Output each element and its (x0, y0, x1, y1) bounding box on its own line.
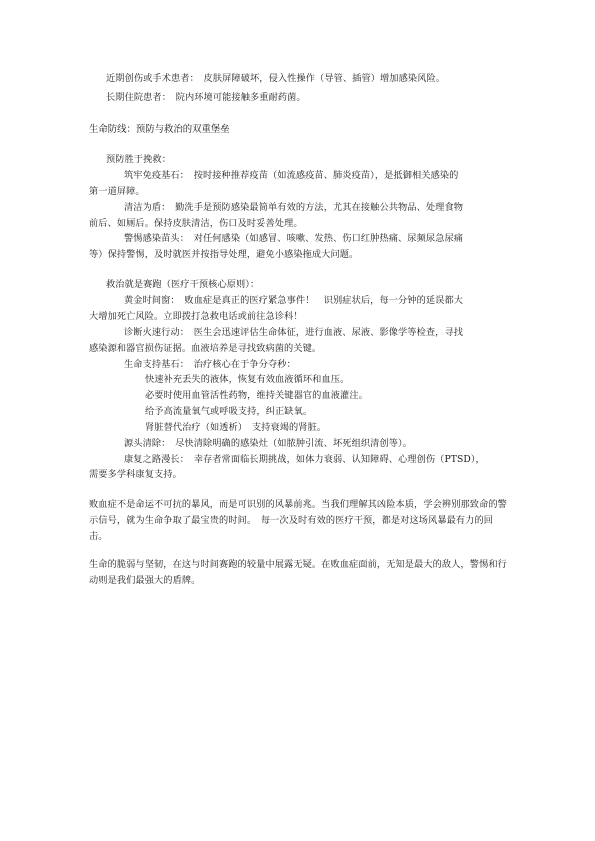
vaccine-line-1: 筑牢免疫基石： 按时接种推荐疫苗（如流感疫苗、肺炎疫苗），是抵御相关感染的 (124, 170, 459, 181)
treatment-title: 救治就是赛跑（医疗干预核心原则）： (106, 279, 260, 290)
clean-line-2: 前后、如厕后。保持皮肤清洁，伤口及时妥善处理。 (89, 218, 303, 229)
support-item: 肾脏替代治疗（如透析） 支持衰竭的肾脏。 (145, 422, 327, 433)
support-item: 给予高流量氧气或呼吸支持，纠正缺氧。 (145, 406, 313, 417)
golden-window-line-2: 大增加死亡风险。立即拨打急救电话或前往急诊科！ (89, 311, 303, 322)
support-item: 快速补充丢失的液体，恢复有效血液循环和血压。 (145, 374, 350, 385)
source-control-line: 源头清除： 尽快清除明确的感染灶（如脓肿引流、坏死组织清创等）。 (124, 438, 412, 449)
conclusion-paragraph-2: 生命的脆弱与坚韧，在这与时间赛跑的较量中展露无疑。在败血症面前，无知是最大的敌人，警惕和行动则是我们最强大的盾牌。 (89, 559, 507, 586)
support-item: 必要时使用血管活性药物，维持关键器官的血液灌注。 (145, 390, 368, 401)
conclusion-paragraph-1: 败血症不是命运不可抗的暴风，而是可识别的风暴前兆。当我们理解其凶险本质，学会辨别那致命的警示信号，就为生命争取了最宝贵的时间。 每一次及时有效的医疗干预，都是对这场风暴最有力的回击。 (89, 499, 507, 542)
risk-line-inpatient: 长期住院患者： 院内环境可能接触多重耐药菌。 (106, 92, 306, 103)
risk-line-trauma: 近期创伤或手术患者： 皮肤屏障破坏，侵入性操作（导管、插管）增加感染风险。 (106, 73, 446, 84)
clean-line-1: 清洁为盾： 勤洗手是预防感染最简单有效的方法，尤其在接触公共物品、处理食物 (124, 202, 464, 213)
alert-line-2: 等）保持警惕，及时就医并按指导处理，避免小感染拖成大问题。 (89, 249, 359, 260)
prevention-title: 预防胜于挽救： (106, 154, 172, 165)
alert-line-1: 警惕感染苗头： 对任何感染（如感冒、咳嗽、发热、伤口红肿热痛、尿频尿急尿痛 (124, 233, 464, 244)
section-heading-defense: 生命防线：预防与救治的双重堡垒 (89, 124, 230, 135)
vaccine-line-2: 第一道屏障。 (89, 186, 145, 197)
rehab-line-2: 需要多学科康复支持。 (89, 469, 182, 480)
rehab-line-1: 康复之路漫长： 幸存者常面临长期挑战，如体力衰弱、认知障碍、心理创伤（PTSD）， (124, 454, 485, 465)
golden-window-line-1: 黄金时间窗： 败血症是真正的医疗紧急事件！ 识别症状后，每一分钟的延误都大 (124, 295, 464, 306)
diagnosis-line-1: 诊断火速行动： 医生会迅速评估生命体征，进行血液、尿液、影像学等检查，寻找 (124, 327, 464, 338)
life-support-title: 生命支持基石： 治疗核心在于争分夺秒： (124, 359, 296, 370)
diagnosis-line-2: 感染源和器官损伤证据。血液培养是寻找致病菌的关键。 (89, 343, 322, 354)
